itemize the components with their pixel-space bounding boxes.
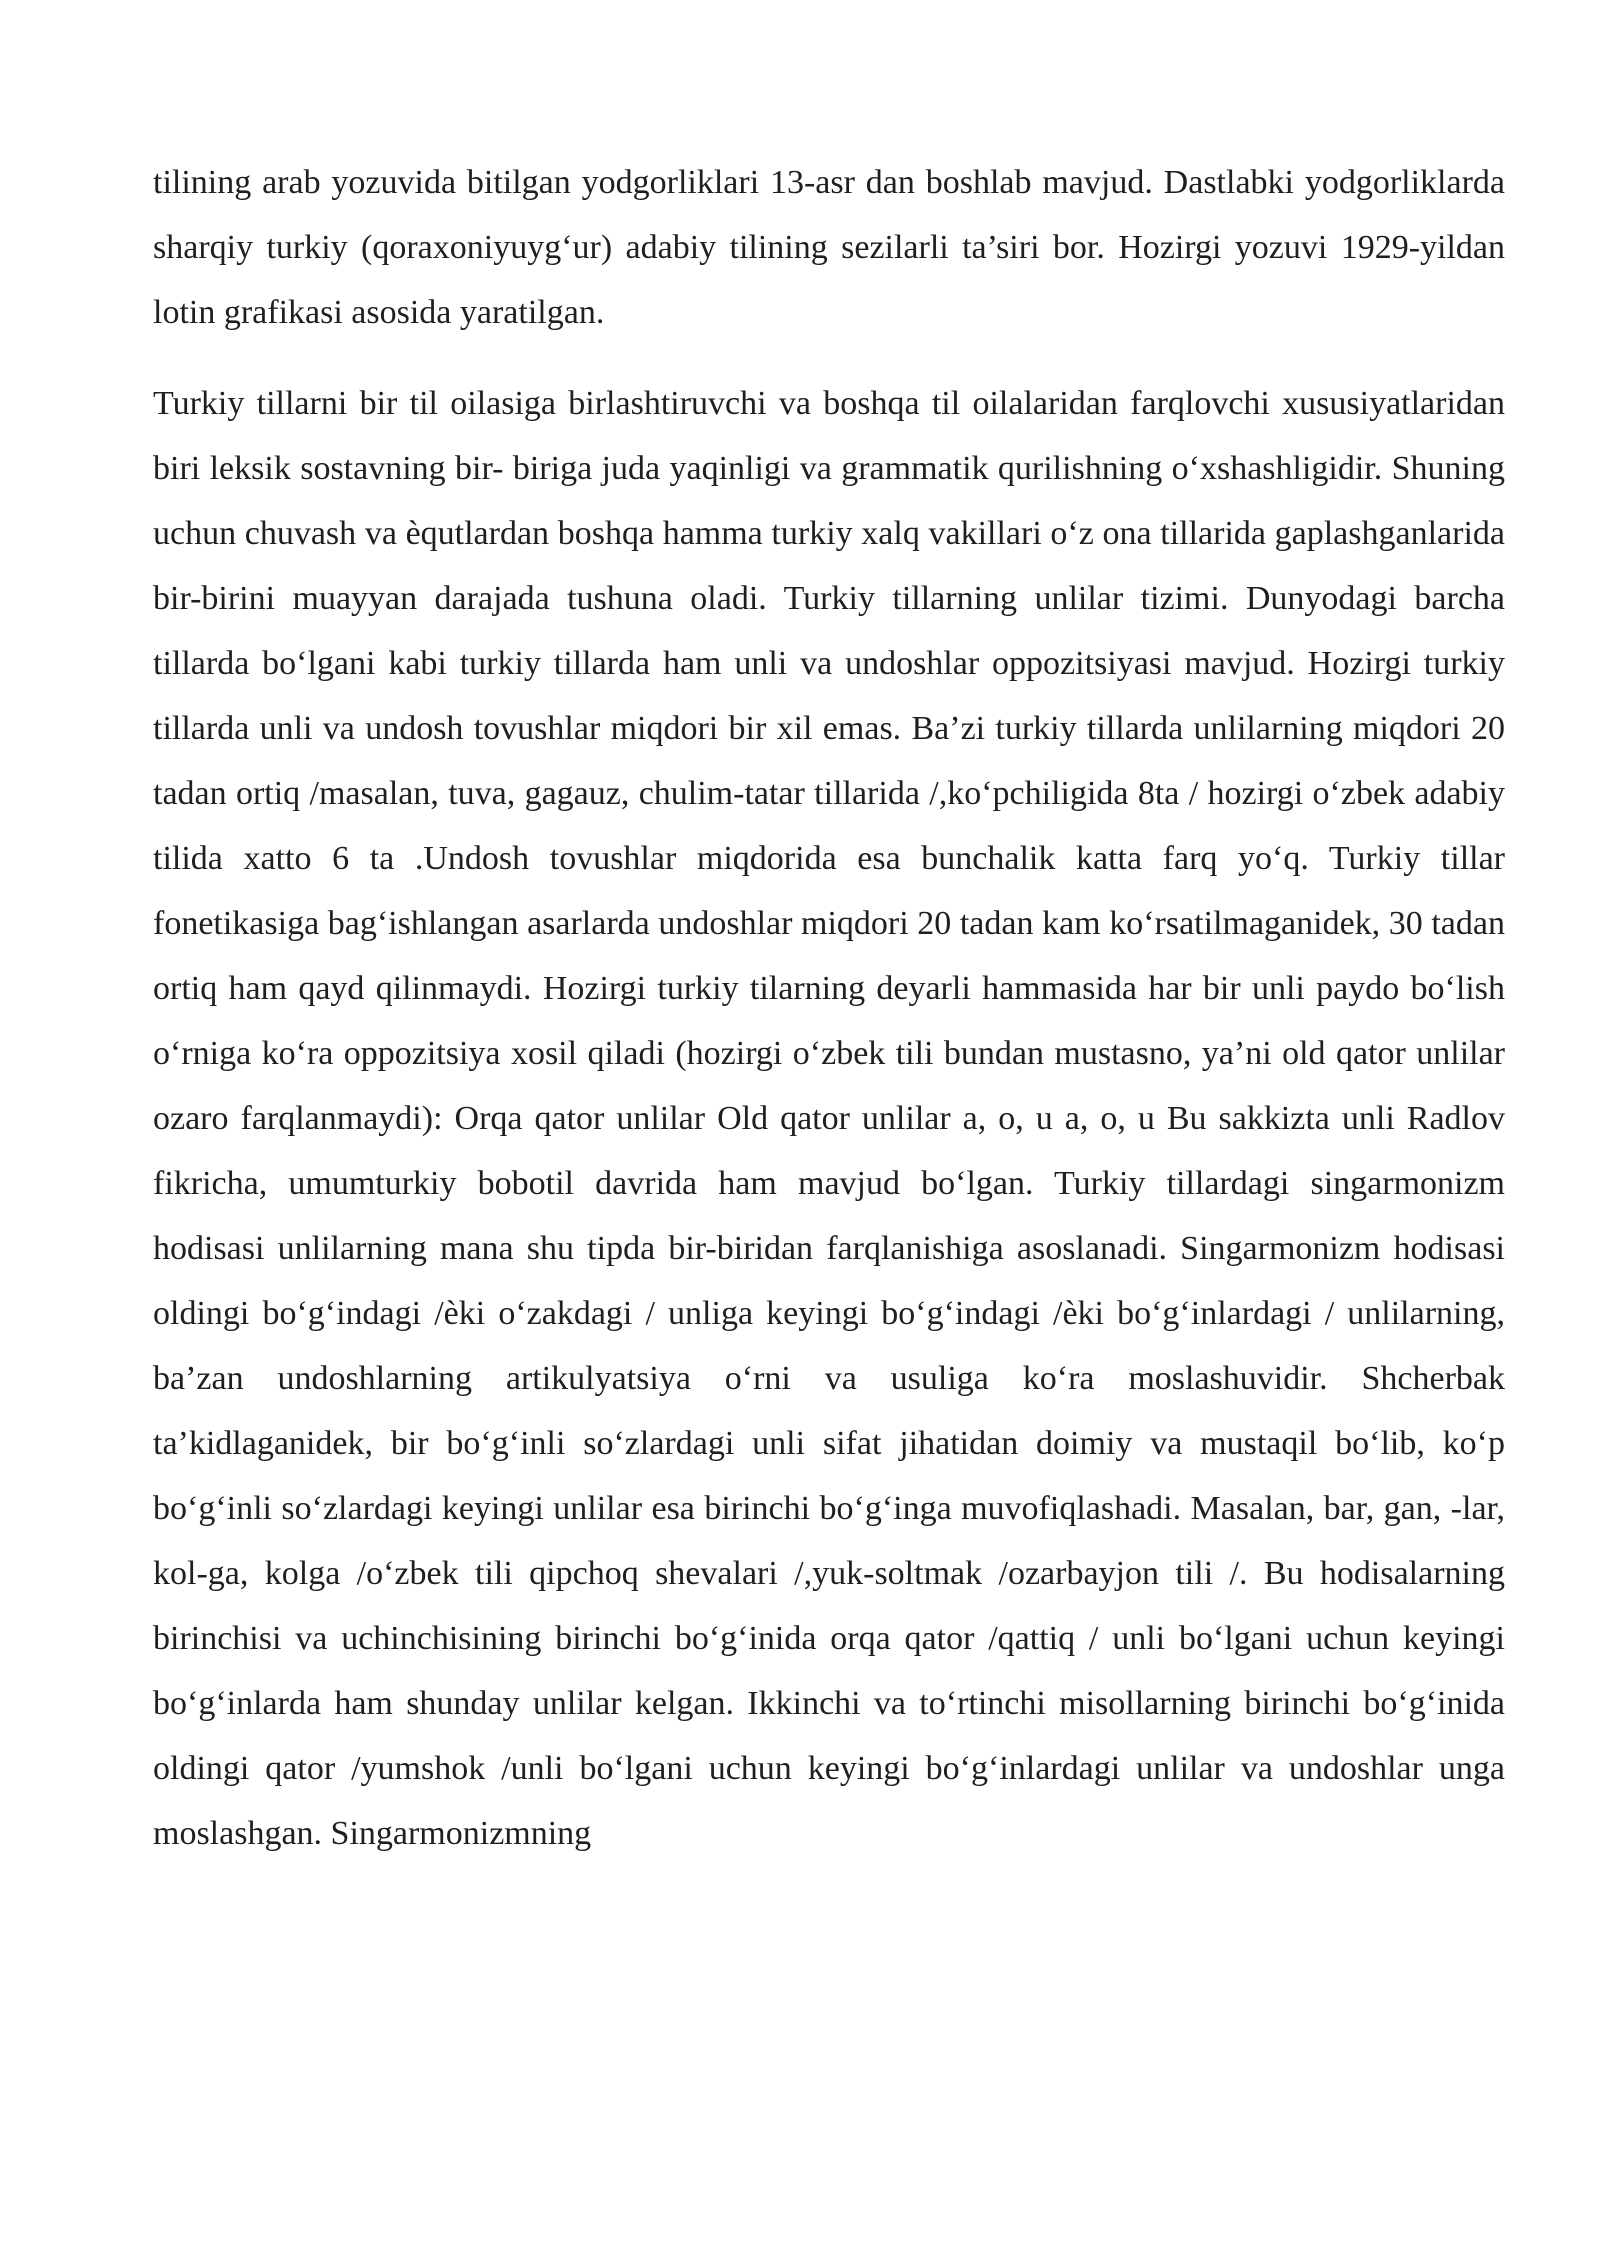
paragraph-intro: tilining arab yozuvida bitilgan yodgorliklari 13-asr dan boshlab mavjud. Dastlabki yodgorliklarda sharqiy turkiy (qoraxoniyuyg‘ur) adabiy tilining sezilarli ta’siri bor. Hozirgi yozuvi 1929-yildan lotin grafikasi asosida yaratilgan. (153, 164, 1505, 331)
document-body (153, 150, 1505, 1866)
paragraph-turkic-languages: Turkiy tillarni bir til oilasiga birlashtiruvchi va boshqa til oilalaridan farqlovchi xususiyatlaridan biri leksik sostavning bir- biriga juda yaqinligi va grammatik qurilishning o‘xshashligidir. Shuning uchun chuvash va èqutlardan boshqa hamma turkiy xalq vakillari o‘z ona tillarida gaplashganlarida bir-birini muayyan darajada tushuna oladi. Turkiy tillarning unlilar tizimi. Dunyodagi barcha tillarda bo‘lgani kabi turkiy tillarda ham unli va undoshlar oppozitsiyasi mavjud. Hozirgi turkiy tillarda unli va undosh tovushlar miqdori bir xil emas. Ba’zi turkiy tillarda unlilarning miqdori 20 tadan ortiq /masalan, tuva, gagauz, chulim-tatar tillarida /,ko‘pchiligida 8ta / hozirgi o‘zbek adabiy tilida xatto 6 ta .Undosh tovushlar miqdorida esa bunchalik katta farq yo‘q. Turkiy tillar fonetikasiga bag‘ishlangan asarlarda undoshlar miqdori 20 tadan kam ko‘rsatilmaganidek, 30 tadan ortiq ham qayd qilinmaydi. Hozirgi turkiy tilarning deyarli hammasida har bir unli paydo bo‘lish o‘rniga ko‘ra oppozitsiya xosil qiladi (hozirgi o‘zbek tili bundan mustasno, ya’ni old qator unlilar ozaro farqlanmaydi): Orqa qator unlilar Old qator unlilar a, o, u a, o, u Bu sakkizta unli Radlov fikricha, umumturkiy bobotil davrida ham mavjud bo‘lgan. Turkiy tillardagi singarmonizm hodisasi unlilarning mana shu tipda bir-biridan farqlanishiga asoslanadi. Singarmonizm hodisasi oldingi bo‘g‘indagi /èki o‘zakdagi / unliga keyingi bo‘g‘indagi /èki bo‘g‘inlardagi / unlilarning, ba’zan undoshlarning artikulyatsiya o‘rni va usuliga ko‘ra moslashuvidir. Shcherbak ta’kidlaganidek, bir bo‘g‘inli so‘zlardagi unli sifat jihatidan doimiy va mustaqil bo‘lib, ko‘p bo‘g‘inli so‘zlardagi keyingi unlilar esa birinchi bo‘g‘inga muvofiqlashadi. Masalan, bar, gan, -lar, kol-ga, kolga /o‘zbek tili qipchoq shevalari /,yuk-soltmak /ozarbayjon tili /. Bu hodisalarning birinchisi va uchinchisining birinchi bo‘g‘inida orqa qator /qattiq / unli bo‘lgani uchun keyingi bo‘g‘inlarda ham shunday unlilar kelgan. Ikkinchi va to‘rtinchi misollarning birinchi bo‘g‘inida oldingi qator /yumshok /unli bo‘lgani uchun keyingi bo‘g‘inlardagi unlilar va undoshlar unga moslashgan. Singarmonizmning (153, 385, 1505, 1852)
